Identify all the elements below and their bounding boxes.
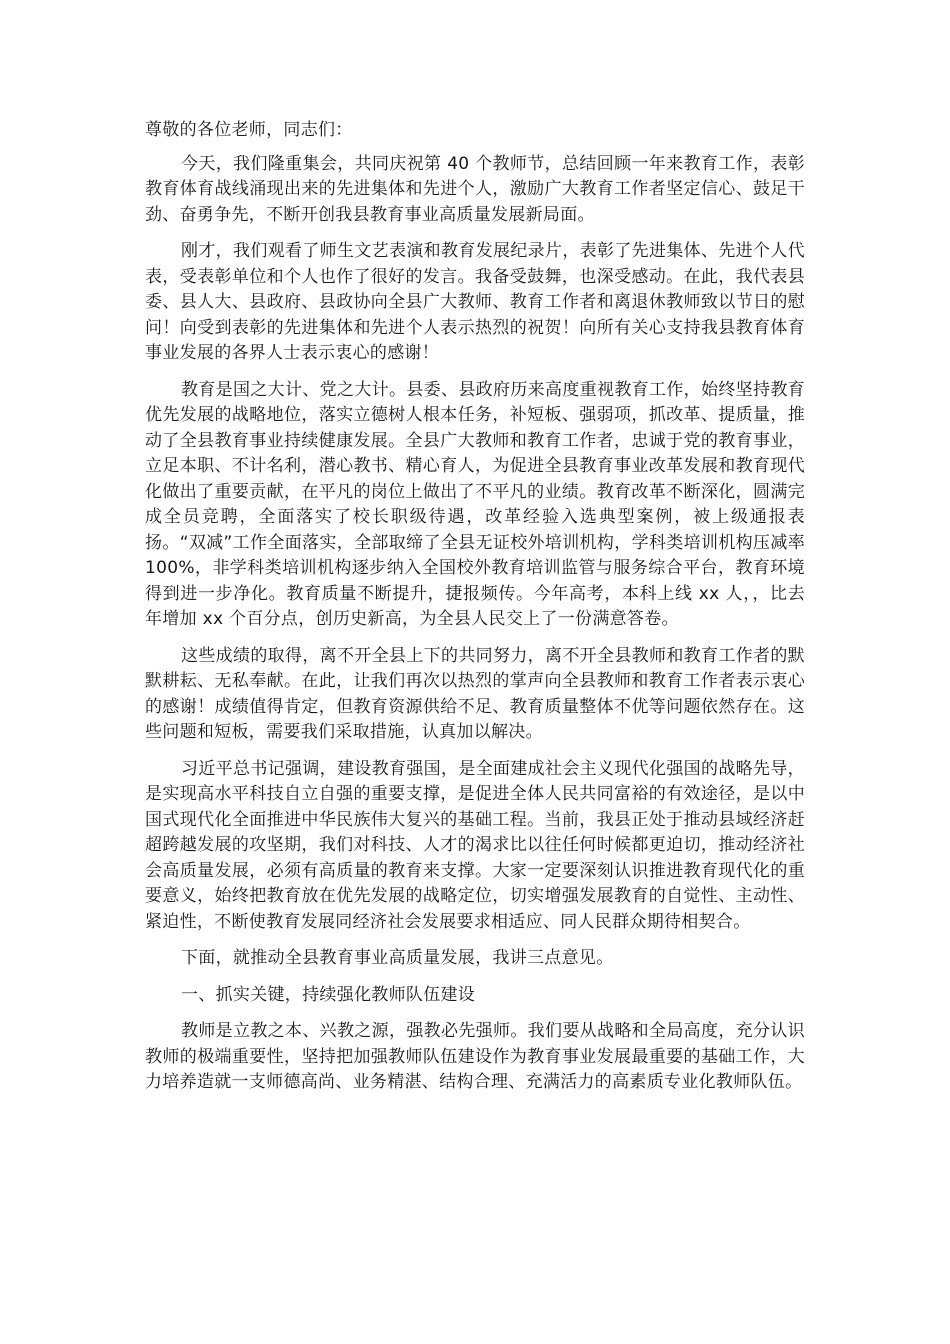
paragraph-strategy: 习近平总书记强调，建设教育强国，是全面建成社会主义现代化强国的战略先导，是实现高水平科技自立自强的重要支撑，是促进全体人民共同富裕的有效途径，是以中国式现代化全面推进中华民族伟大复兴的基础工程。当前，我县正处于推动县域经济赶超跨越发展的攻坚期，我们对科技、人才的渴求比以往任何时候都更迫切，推动经济社会高质量发展，必须有高质量的教育来支撑。大家一定要深刻认识推进教育现代化的重要意义，始终把教育放在优先发展的战略定位，切实增强发展教育的自觉性、主动性、紧迫性，不断使教育发展同经济社会发展要求相适应、同人民群众期待相契合。 <box>145 758 805 932</box>
salutation: 尊敬的各位老师，同志们： <box>145 120 353 140</box>
section-heading: 一、抓实关键，持续强化教师队伍建设 <box>181 984 476 1005</box>
document-page <box>145 118 805 1107</box>
paragraph-thanks: 这些成绩的取得，离不开全县上下的共同努力，离不开全县教师和教育工作者的默默耕耘、无私奉献。在此，让我们再次以热烈的掌声向全县教师和教育工作者表示衷心的感谢！成绩值得肯定，但教育资源供给不足、教育质量整体不优等问题依然存在。这些问题和短板，需要我们采取措施，认真加以解决。 <box>145 645 805 742</box>
paragraph-transition: 下面，就推动全县教育事业高质量发展，我讲三点意见。 <box>181 948 614 968</box>
paragraph-opening: 今天，我们隆重集会，共同庆祝第 40 个教师节，总结回顾一年来教育工作，表彰教育体育战线涌现出来的先进集体和先进个人，激励广大教育工作者坚定信心、鼓足干劲、奋勇争先，不断开创我县教育事业高质量发展新局面。 <box>145 153 805 225</box>
paragraph-teachers: 教师是立教之本、兴教之源，强教必先强师。我们要从战略和全局高度，充分认识教师的极端重要性，坚持把加强教师队伍建设作为教育事业发展最重要的基础工作，大力培养造就一支师德高尚、业务精湛、结构合理、充满活力的高素质专业化教师队伍。 <box>145 1021 805 1092</box>
paragraph-achievements: 教育是国之大计、党之大计。县委、县政府历来高度重视教育工作，始终坚持教育优先发展的战略地位，落实立德树人根本任务，补短板、强弱项，抓改革、提质量，推动了全县教育事业持续健康发展。全县广大教师和教育工作者，忠诚于党的教育事业，立足本职、不计名利，潜心教书、精心育人，为促进全县教育事业改革发展和教育现代化做出了重要贡献，在平凡的岗位上做出了不平凡的业绩。教育改革不断深化，圆满完成全员竞聘，全面落实了校长职级待遇，改革经验入选典型案例，被上级通报表扬。“双减”工作全面落实，全部取缔了全县无证校外培训机构，学科类培训机构压减率 100%，非学科类培训机构逐步纳入全国校外教育培训监管与服务综合平台，教育环境得到进一步净化。教育质量不断提升，捷报频传。今年高考，本科上线 xx 人，，比去年增加 xx 个百分点，创历史新高，为全县人民交上了一份满意答卷。 <box>145 379 805 629</box>
paragraph-greetings: 刚才，我们观看了师生文艺表演和教育发展纪录片，表彰了先进集体、先进个人代表，受表彰单位和个人也作了很好的发言。我备受鼓舞，也深受感动。在此，我代表县委、县人大、县政府、县政协向全县广大教师、教育工作者和离退休教师致以节日的慰问！向受到表彰的先进集体和先进个人表示热烈的祝贺！向所有关心支持我县教育体育事业发展的各界人士表示衷心的感谢！ <box>145 241 805 363</box>
